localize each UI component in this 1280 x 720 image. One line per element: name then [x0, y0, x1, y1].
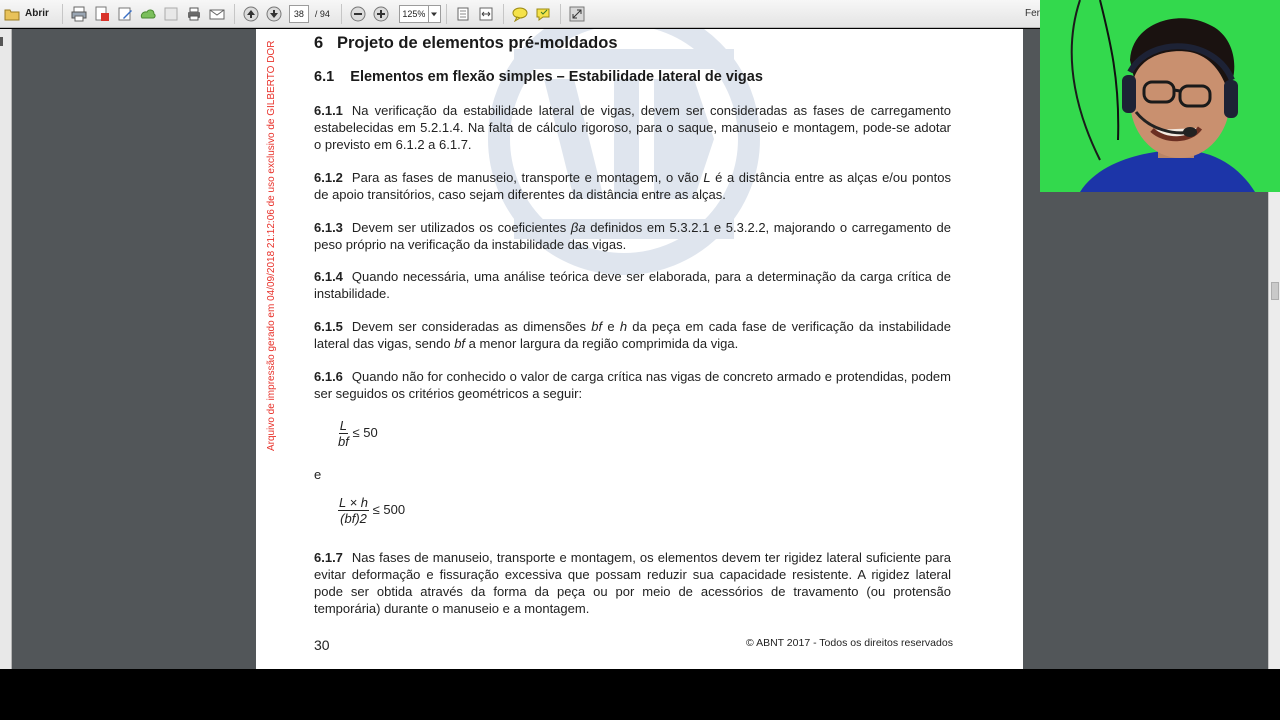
- clause-6-1-5: [314, 318, 951, 352]
- pdf-page: [256, 29, 1023, 669]
- variable-bf: bf: [591, 319, 603, 334]
- zoom-in-icon[interactable]: [372, 5, 390, 23]
- numerator: L × h: [339, 495, 369, 510]
- toolbar-separator: [560, 4, 561, 24]
- page-number: 30: [314, 637, 330, 653]
- clause-text: e: [602, 319, 620, 334]
- prev-page-icon[interactable]: [242, 5, 260, 23]
- variable-L: L: [703, 170, 711, 185]
- scrollbar-thumb[interactable]: [1271, 282, 1279, 300]
- clause-text: Para as fases de manuseio, transporte e montagem, o vão: [351, 170, 704, 185]
- clause-text: da peça em cada fase de verificação da instabilidade lateral das vigas, sendo: [314, 319, 951, 351]
- comment-icon[interactable]: [511, 5, 529, 23]
- variable-beta-a: βa: [570, 220, 586, 235]
- formula-slenderness: [338, 418, 378, 449]
- clause-text: Quando necessária, uma análise teórica deve ser elaborada, para a determinação da carga crítica de instabilidade.: [314, 269, 951, 301]
- denominator: (bf)2: [340, 511, 367, 526]
- print-icon[interactable]: [185, 5, 203, 23]
- email-icon[interactable]: [208, 5, 226, 23]
- toolbar-separator: [503, 4, 504, 24]
- fit-page-icon[interactable]: [454, 5, 472, 23]
- clause-number: 6.1.3: [314, 220, 343, 235]
- subsection-heading: [314, 69, 763, 85]
- save-icon[interactable]: [162, 5, 180, 23]
- open-button[interactable]: Abrir: [25, 8, 49, 19]
- presenter-video: [1040, 0, 1280, 192]
- copyright-notice: © ABNT 2017 - Todos os direitos reservados: [746, 637, 953, 649]
- toolbar-separator: [234, 4, 235, 24]
- chevron-down-icon[interactable]: [429, 5, 441, 23]
- clause-number: 6.1.4: [314, 269, 343, 284]
- clause-text: Quando não for conhecido o valor de carga crítica nas vigas de concreto armado e protendidas, podem ser seguidos os critérios geométricos a seguir:: [314, 369, 951, 401]
- clause-text: Na verificação da estabilidade lateral de vigas, devem ser consideradas as fases de carregamento estabelecidas em 5.2.1.4. Na falta de cálculo rigoroso, para o saque, manuseio e montagem, pode-se adotar o previsto em 6.1.2 a 6.1.7.: [314, 103, 951, 152]
- vertical-scrollbar[interactable]: [1268, 190, 1280, 669]
- toolbar-separator: [62, 4, 63, 24]
- fraction: [338, 418, 349, 449]
- toolbar-separator: [341, 4, 342, 24]
- webcam-overlay: [1040, 0, 1280, 192]
- printer-icon[interactable]: [70, 5, 88, 23]
- clause-number: 6.1.1: [314, 103, 343, 118]
- clause-number: 6.1.7: [314, 550, 343, 565]
- variable-bf: bf: [454, 336, 466, 351]
- subsection-title: Elementos em flexão simples – Estabilidade lateral de vigas: [350, 69, 763, 85]
- zoom-level-field[interactable]: 125%: [399, 5, 429, 23]
- clause-6-1-2: [314, 169, 951, 203]
- zoom-out-icon[interactable]: [349, 5, 367, 23]
- clause-number: 6.1.6: [314, 369, 343, 384]
- print-watermark-note: Arquivo de impressão gerado em 04/09/2018 21:12:06 de uso exclusivo de GILBERTO DOR: [266, 40, 277, 451]
- open-folder-icon[interactable]: [3, 5, 21, 23]
- page-total-label: / 94: [314, 8, 330, 19]
- section-heading: [314, 34, 618, 53]
- relation: ≤ 500: [372, 501, 406, 517]
- clause-6-1-4: [314, 268, 951, 302]
- clause-6-1-3: [314, 219, 951, 253]
- next-page-icon[interactable]: [265, 5, 283, 23]
- clause-6-1-1: [314, 102, 951, 153]
- toolbar-separator: [446, 4, 447, 24]
- clause-text: é a distância entre as alças e/ou pontos de apoio transitórios, caso sejam diferentes da distância entre as alças.: [314, 170, 951, 202]
- create-pdf-icon[interactable]: [93, 5, 111, 23]
- numerator: L: [339, 418, 348, 433]
- toolbar-tools-label[interactable]: Fer: [1025, 8, 1040, 19]
- clause-6-1-7: [314, 549, 951, 617]
- formula-span-height-ratio: [338, 495, 405, 526]
- relation: ≤ 50: [352, 424, 378, 440]
- upload-icon[interactable]: [139, 5, 157, 23]
- section-title: Projeto de elementos pré-moldados: [336, 34, 618, 52]
- section-number: 6: [314, 34, 324, 52]
- clause-6-1-6: [314, 368, 951, 402]
- clause-number: 6.1.2: [314, 170, 343, 185]
- pdf-toolbar: [0, 0, 1040, 28]
- page-number-input[interactable]: 38: [289, 5, 309, 23]
- clause-number: 6.1.5: [314, 319, 343, 334]
- pane-toggle-icon[interactable]: [0, 37, 3, 46]
- fit-width-icon[interactable]: [477, 5, 495, 23]
- clause-text: definidos em 5.3.2.1 e 5.3.2.2, majorando o carregamento de peso próprio na verificação da instabilidade das vigas.: [314, 220, 952, 252]
- bottom-black-bar: [0, 669, 1280, 720]
- sign-icon[interactable]: [534, 5, 552, 23]
- navigation-pane-strip[interactable]: [0, 29, 12, 669]
- clause-text: Nas fases de manuseio, transporte e montagem, os elementos devem ter rigidez lateral suficiente para evitar deformação e fissuração excessiva que possam reduzir sua capacidade resistente. A rigidez lateral pode ser obtida através da forma da peça ou por meio de acessórios de travamento (ou protensão temporária) durante o manuseio e a montagem.: [314, 550, 951, 616]
- clause-text: Devem ser consideradas as dimensões: [351, 319, 592, 334]
- expand-icon[interactable]: [568, 5, 586, 23]
- fraction: [338, 495, 369, 526]
- clause-text: a menor largura da região comprimida da viga.: [465, 336, 739, 351]
- clause-text: Devem ser utilizados os coeficientes: [351, 220, 571, 235]
- subsection-number: 6.1: [314, 69, 335, 85]
- denominator: bf: [338, 434, 349, 449]
- formula-connector: e: [314, 467, 322, 482]
- edit-icon[interactable]: [116, 5, 134, 23]
- variable-h: h: [619, 319, 628, 334]
